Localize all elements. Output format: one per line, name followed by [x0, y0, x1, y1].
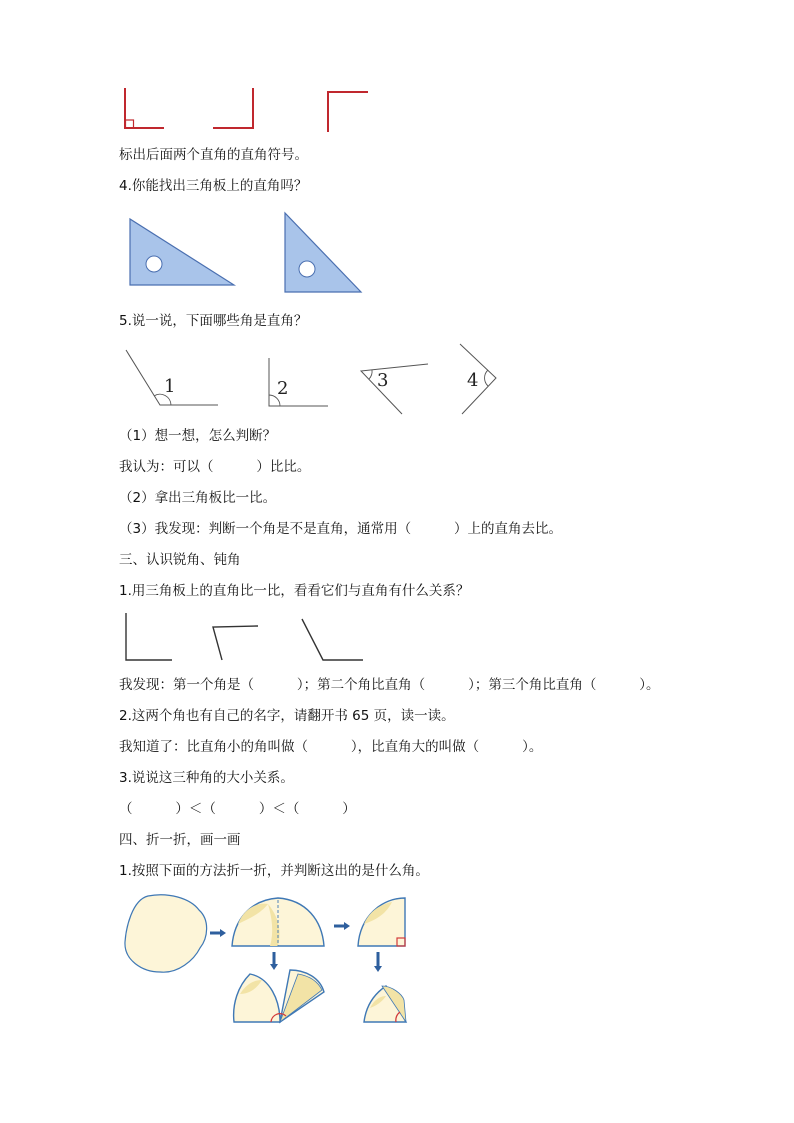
q5-answer: 我认为：可以（ ）比比。 — [119, 459, 311, 475]
section-4-q1: 1.按照下面的方法折一折，并判断这出的是什么角。 — [119, 863, 429, 879]
fold-illustration — [120, 890, 420, 1030]
question-5: 5.说一说，下面哪些角是直角？ — [119, 313, 308, 329]
section-3-know: 我知道了：比直角小的角叫做（ ），比直角大的叫做（ ）。 — [119, 739, 543, 755]
angle-label-1: 1 — [164, 376, 176, 397]
section-3-compare: （ ）＜（ ）＜（ ） — [119, 801, 356, 817]
fold-paper-step — [232, 898, 324, 946]
section-3-heading: 三、认识锐角、钝角 — [119, 552, 241, 568]
angle-label-4: 4 — [467, 370, 479, 391]
q5-sub-2: （2）拿出三角板比一比。 — [119, 490, 277, 506]
mark-instruction: 标出后面两个直角的直角符号。 — [119, 147, 308, 163]
right-angle-figure — [125, 88, 164, 128]
section-4-heading: 四、折一折，画一画 — [119, 832, 241, 848]
arrow-icon — [210, 929, 226, 937]
arrow-icon — [334, 922, 350, 930]
fold-paper-step — [234, 970, 324, 1022]
q5-sub-3: （3）我发现：判断一个角是不是直角，通常用（ ）上的直角去比。 — [119, 521, 563, 537]
section-3-found: 我发现：第一个角是（ ）；第二个角比直角（ ）；第三个角比直角（ ）。 — [119, 677, 660, 693]
triangle-ruler — [285, 213, 361, 292]
section-3-q1: 1.用三角板上的直角比一比，看看它们与直角有什么关系？ — [119, 583, 470, 599]
angle-figures — [120, 342, 510, 418]
right-angle-figure — [213, 88, 253, 128]
fold-paper-step — [125, 895, 207, 972]
triangle-ruler — [130, 219, 234, 285]
fold-paper-step — [364, 986, 406, 1022]
angle-figure — [302, 619, 363, 660]
three-angle-figures — [120, 610, 370, 665]
right-angle-figures — [118, 86, 378, 136]
angle-figure — [361, 364, 428, 414]
triangle-rulers — [126, 210, 366, 298]
angle-label-3: 3 — [377, 370, 389, 391]
arrow-icon — [270, 952, 278, 970]
section-3-q2: 2.这两个角也有自己的名字，请翻开书 65 页，读一读。 — [119, 708, 455, 724]
arrow-icon — [374, 952, 382, 972]
right-angle-figure — [328, 92, 368, 132]
section-3-q3: 3.说说这三种角的大小关系。 — [119, 770, 294, 786]
angle-figure — [126, 613, 172, 660]
angle-label-2: 2 — [277, 378, 289, 399]
q5-sub-1: （1）想一想，怎么判断？ — [119, 428, 277, 444]
fold-paper-step — [358, 898, 405, 946]
angle-figure — [213, 626, 258, 660]
question-4: 4.你能找出三角板上的直角吗？ — [119, 178, 308, 194]
